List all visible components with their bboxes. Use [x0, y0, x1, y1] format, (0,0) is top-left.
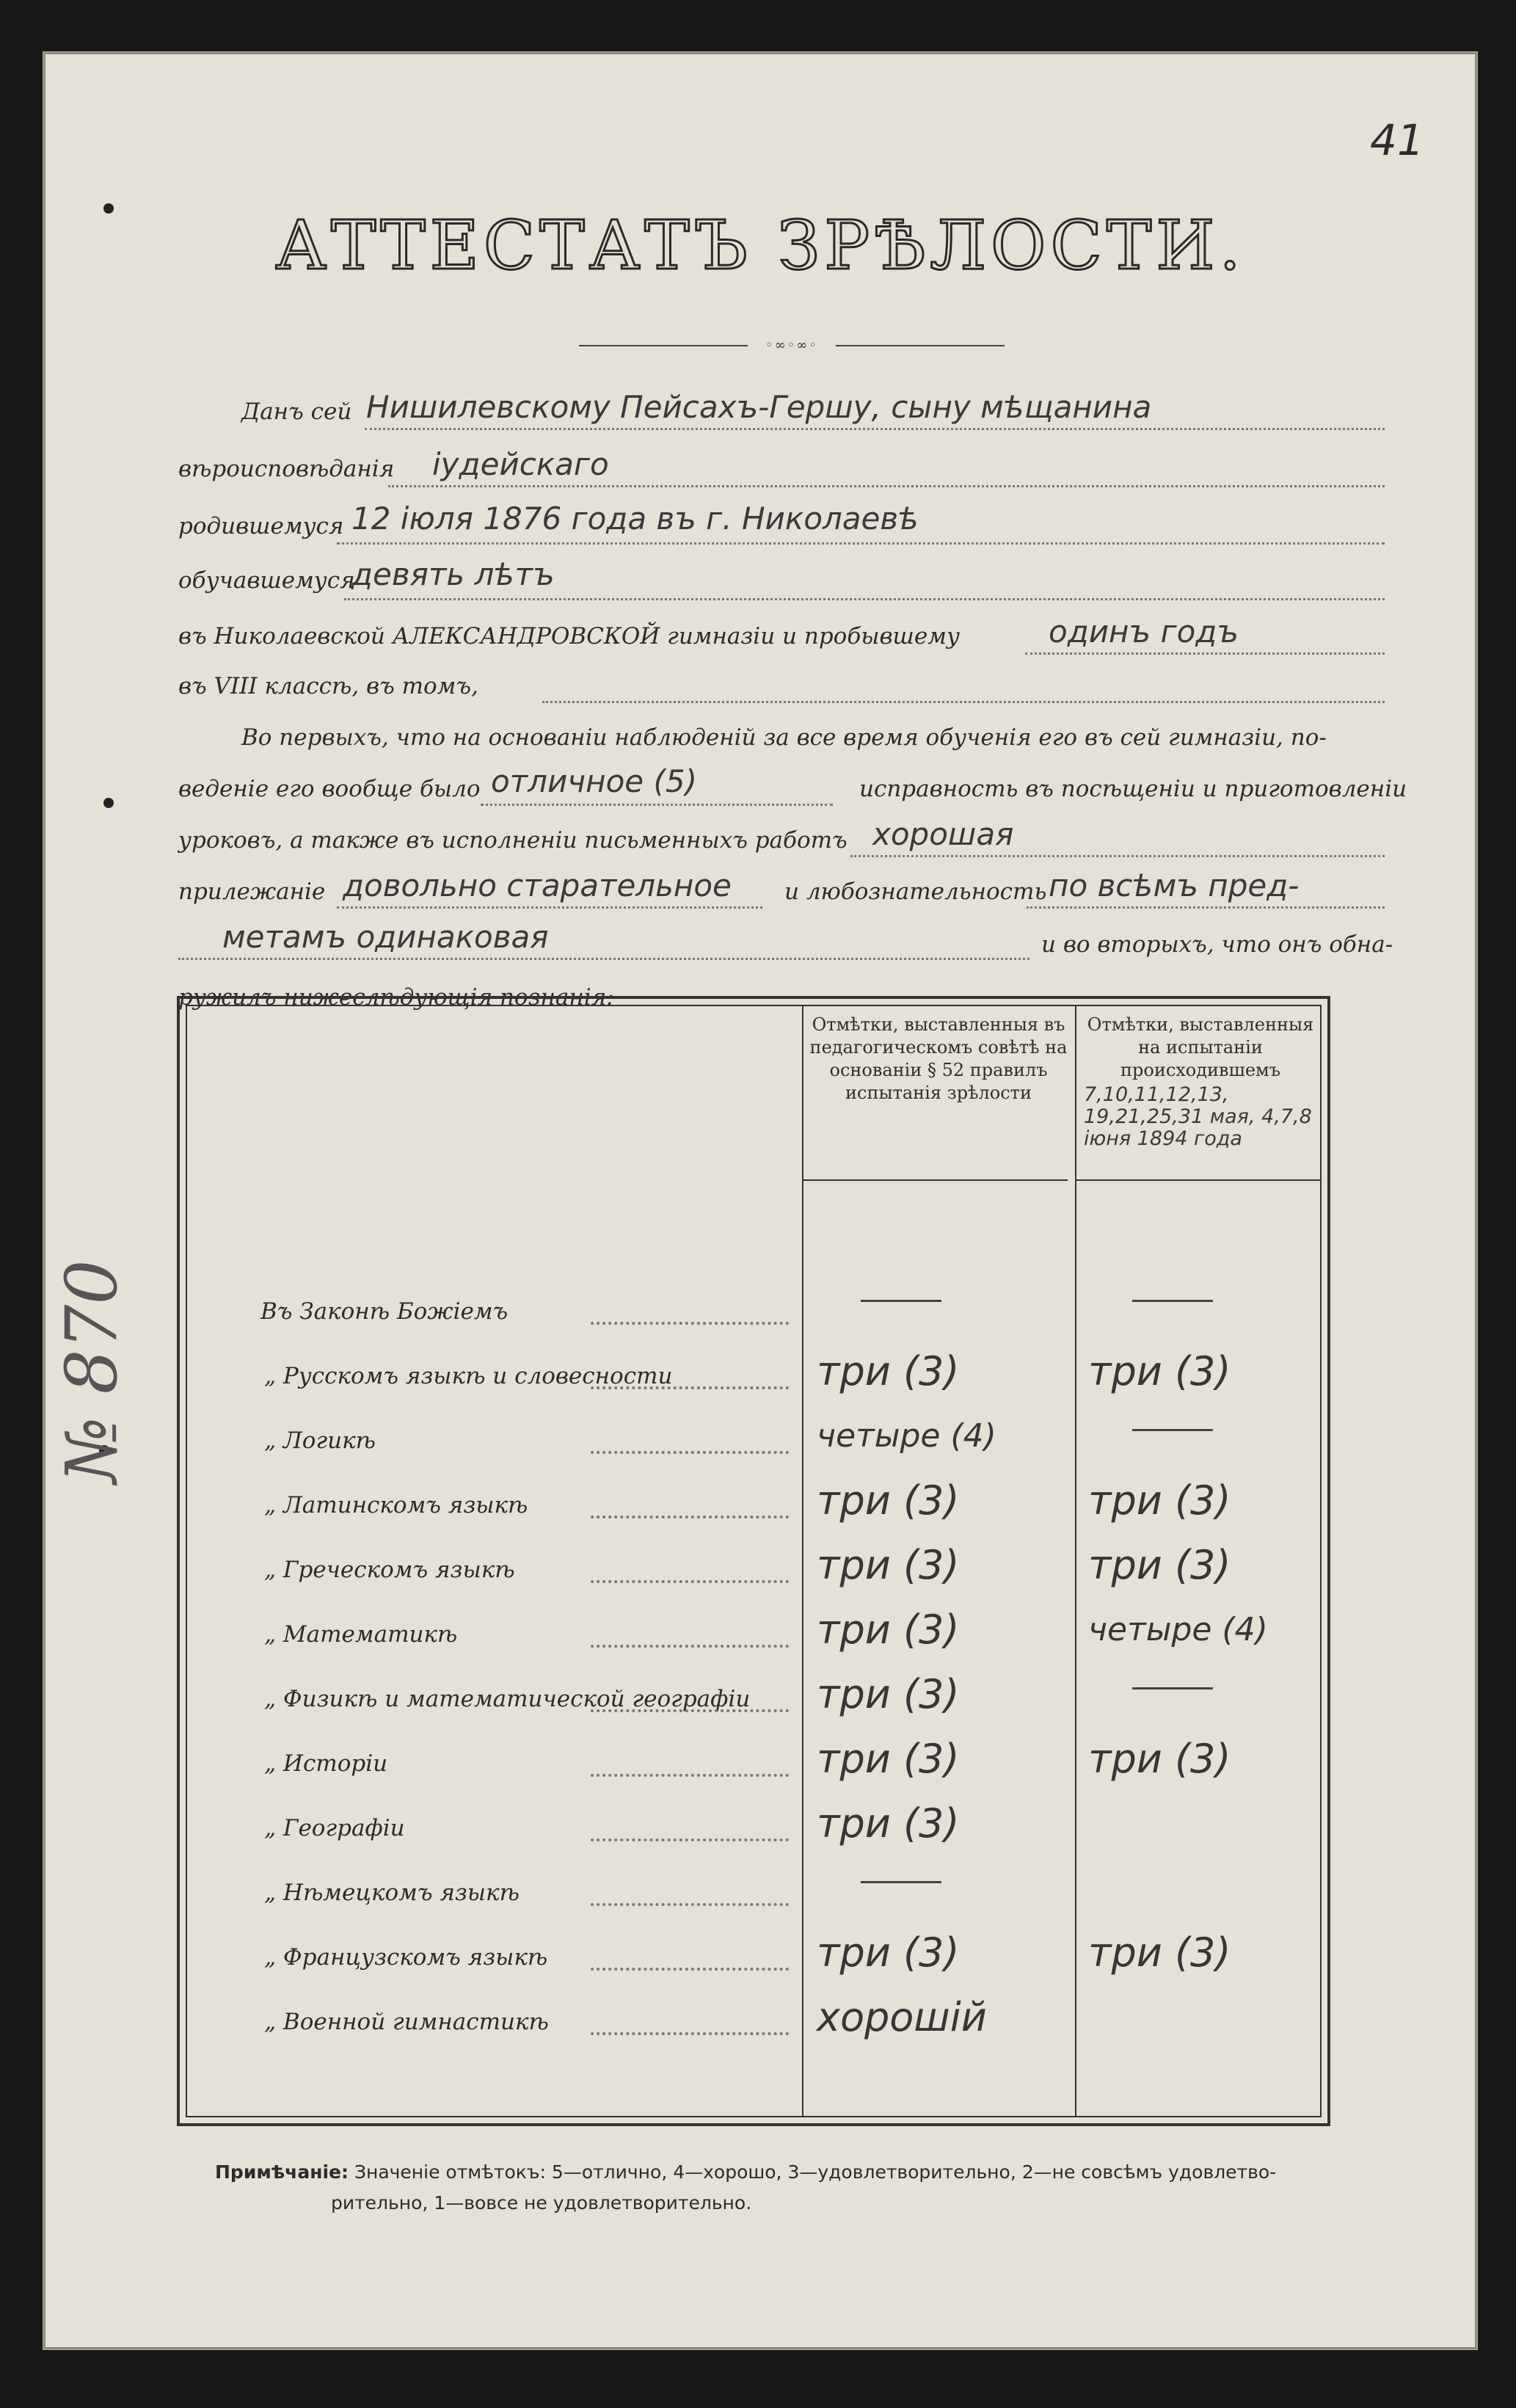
subject-label: „ Греческомъ языкѣ: [264, 1557, 515, 1583]
punch-hole-middle: [103, 798, 114, 808]
exam-dates-handwritten: 7,10,11,12,13, 19,21,25,31 мая, 4,7,8 iюня 1894 года: [1084, 1083, 1312, 1150]
born-label: родившемуся: [178, 513, 344, 539]
exam-grade-value: четыре (4): [1088, 1611, 1268, 1648]
archive-file-number: № 870: [51, 1259, 133, 1483]
title-ornament: ◦∞◦∞◦: [579, 338, 1005, 353]
conduct-value: отличное (5): [491, 763, 697, 799]
note-text-2: рительно, 1—вовсе не удовлетворительно.: [331, 2192, 752, 2214]
given-value: Нишилевскому Пейсахъ-Гершу, сыну мѣщанина: [366, 389, 1152, 425]
paragraph-line-1: Во первыхъ, что на основаніи наблюденій за все время обученія его въ сей гимназіи, по-: [241, 724, 1327, 751]
subject-leader-dots: [591, 1709, 789, 1712]
works-value: хорошая: [872, 816, 1014, 852]
born-value: 12 iюля 1876 года въ г. Николаевѣ: [351, 501, 919, 536]
archive-page-number: 41: [1370, 115, 1424, 165]
subject-leader-dots: [591, 1838, 789, 1841]
subject-label: „ Военной гимнастикѣ: [264, 2009, 549, 2035]
subject-label: „ Физикѣ и математической географіи: [264, 1686, 751, 1712]
subject-label: „ Исторіи: [264, 1750, 388, 1777]
diligence-label: прилежаніе: [178, 879, 326, 905]
subject-leader-dots: [591, 2032, 789, 2035]
religion-value: iудейскаго: [432, 446, 609, 482]
class-label: въ VIII классѣ, въ томъ,: [178, 673, 478, 699]
curiosity-value-1: по всѣмъ пред-: [1049, 867, 1300, 903]
exam-grade-value: три (3): [1088, 1348, 1231, 1394]
exam-marks-header: Отмѣтки, выставленныя на испытаніи происходившемъ: [1087, 1014, 1314, 1080]
exam-grade-value: три (3): [1088, 1542, 1231, 1588]
subject-leader-dots: [591, 1386, 789, 1389]
paragraph-line-2b: исправность въ посѣщеніи и приготовленіи: [859, 776, 1407, 802]
subject-leader-dots: [591, 1645, 789, 1648]
council-grade-dash: [861, 1300, 941, 1302]
council-grade-value: три (3): [817, 1929, 960, 1976]
exam-grade-dash: [1132, 1429, 1213, 1431]
given-label: Данъ сей: [241, 399, 352, 425]
subject-label: „ Французскомъ языкѣ: [264, 1944, 548, 1971]
subject-label: „ Латинскомъ языкѣ: [264, 1492, 528, 1518]
council-grade-value: хорошій: [817, 1994, 987, 2040]
exam-grade-dash: [1132, 1300, 1213, 1302]
gymnasium-value: одинъ годъ: [1049, 614, 1239, 650]
council-marks-header: Отмѣтки, выставленныя въ педагогическомъ совѣтѣ на основаніи § 52 правилъ испытанія зрѣлости: [809, 1014, 1068, 1103]
subject-leader-dots: [591, 1774, 789, 1777]
council-grade-value: три (3): [817, 1607, 960, 1653]
subject-leader-dots: [591, 1580, 789, 1583]
note-text: Значеніе отмѣтокъ: 5—отлично, 4—хорошо, 3—удовлетворительно, 2—не совсѣмъ удовлетво-: [354, 2161, 1277, 2183]
exam-grade-value: три (3): [1088, 1929, 1231, 1976]
council-grade-value: три (3): [817, 1800, 960, 1847]
grades-table: [177, 996, 1330, 2126]
gymnasium-label: въ Николаевской АЛЕКСАНДРОВСКОЙ гимназіи и пробывшему: [178, 623, 960, 650]
document-title: АТТЕСТАТЪ ЗРѢЛОСТИ.: [275, 206, 1245, 285]
council-grade-value: три (3): [817, 1671, 960, 1717]
exam-grade-value: три (3): [1088, 1477, 1231, 1524]
subject-label: Въ Законѣ Божіемъ: [260, 1298, 509, 1325]
subject-label: „ Логикѣ: [264, 1427, 376, 1454]
subject-leader-dots: [591, 1903, 789, 1906]
paragraph-line-5b: и во вторыхъ, что онъ обна-: [1041, 931, 1393, 958]
paragraph-line-3: уроковъ, а также въ исполненіи письменныхъ работъ: [178, 827, 848, 854]
council-grade-value: три (3): [817, 1348, 960, 1394]
council-grade-value: три (3): [817, 1736, 960, 1782]
religion-label: вѣроисповѣданія: [178, 456, 395, 482]
council-grade-dash: [861, 1881, 941, 1883]
subject-label: „ Нѣмецкомъ языкѣ: [264, 1880, 520, 1906]
subject-leader-dots: [591, 1968, 789, 1971]
studied-label: обучавшемуся: [178, 567, 355, 594]
subject-label: „ Математикѣ: [264, 1621, 458, 1648]
diligence-value: довольно старательное: [343, 867, 732, 903]
paragraph-line-6: ружилъ нижеслѣдующія познанія:: [178, 984, 614, 1011]
subject-leader-dots: [591, 1322, 789, 1325]
curiosity-label: и любознательность: [784, 879, 1047, 905]
council-grade-value: четыре (4): [817, 1417, 996, 1455]
subject-leader-dots: [591, 1516, 789, 1518]
studied-value: девять лѣтъ: [351, 556, 555, 592]
council-grade-value: три (3): [817, 1477, 960, 1524]
certificate-sheet: [43, 51, 1478, 2350]
subject-leader-dots: [591, 1451, 789, 1454]
note-label: Примѣчаніе:: [215, 2161, 349, 2183]
subject-label: „ Географіи: [264, 1815, 405, 1841]
exam-grade-dash: [1132, 1687, 1213, 1689]
marks-note: [215, 2157, 1389, 2219]
exam-grade-value: три (3): [1088, 1736, 1231, 1782]
curiosity-value-2: метамъ одинаковая: [222, 919, 549, 955]
subject-label: „ Русскомъ языкѣ и словесности: [264, 1363, 673, 1389]
council-grade-value: три (3): [817, 1542, 960, 1588]
paragraph-line-2a: веденіе его вообще было: [178, 776, 481, 802]
